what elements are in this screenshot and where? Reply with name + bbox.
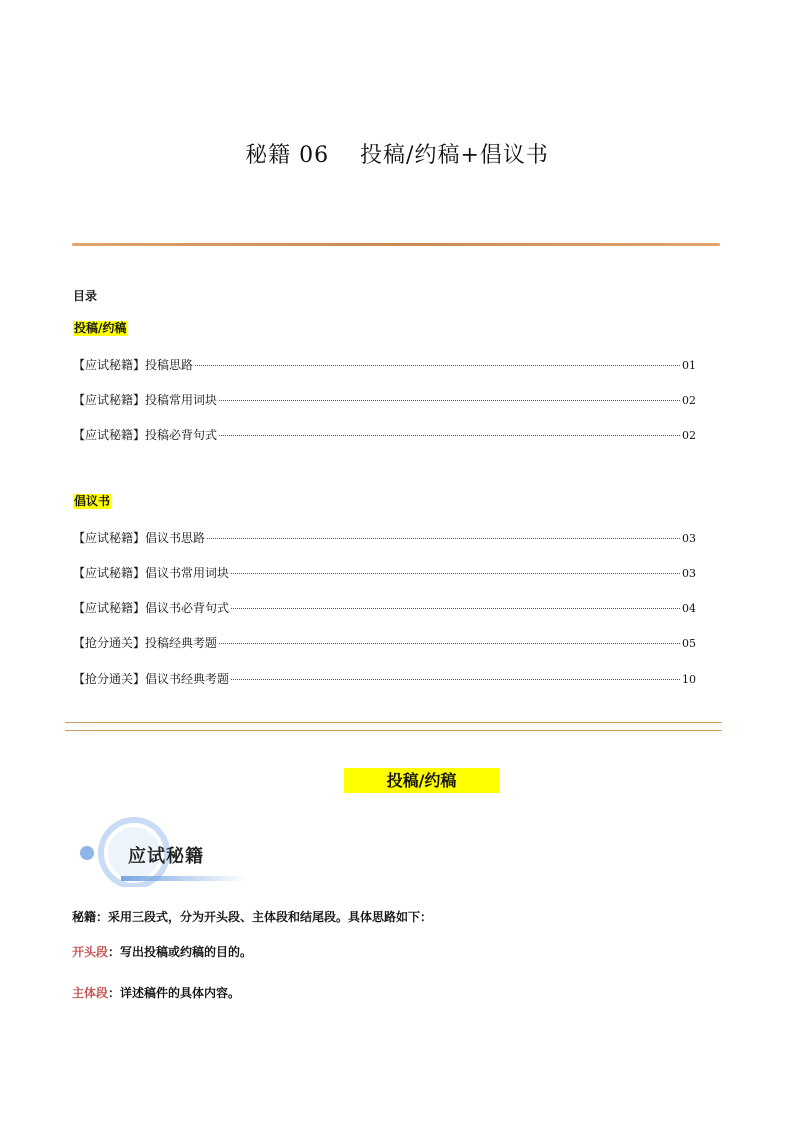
intro-text: 采用三段式，分为开头段、主体段和结尾段。具体思路如下： (108, 910, 433, 924)
toc-row-label: 【应试秘籍】倡议书常用词块 (73, 566, 230, 580)
toc-page-number: 10 (682, 673, 696, 686)
toc-row-label: 【应试秘籍】投稿思路 (73, 358, 194, 372)
toc-row-label: 【应试秘籍】倡议书必背句式 (73, 601, 230, 615)
toc-row[interactable] (73, 530, 696, 546)
toc-row[interactable] (73, 635, 696, 651)
toc-page-number: 04 (682, 602, 696, 615)
toc-section-1: 投稿/约稿 (74, 321, 127, 335)
toc-row[interactable] (73, 671, 696, 687)
toc-row-label: 【应试秘籍】倡议书思路 (73, 531, 206, 545)
toc-row-label: 【应试秘籍】投稿常用词块 (73, 393, 218, 407)
body-text: ：详述稿件的具体内容。 (108, 986, 241, 1000)
toc-row[interactable] (73, 565, 696, 581)
toc-leader (195, 365, 680, 366)
body-paragraph (72, 984, 240, 1001)
badge-label: 应试秘籍 (128, 846, 204, 867)
toc-row[interactable] (73, 600, 696, 616)
toc-leader (207, 538, 680, 539)
toc-row-label: 【抢分通关】倡议书经典考题 (73, 672, 230, 686)
page-title: 秘籍 06 投稿/约稿+倡议书 (245, 143, 549, 168)
toc-page-number: 01 (682, 359, 696, 372)
opening-text: ：写出投稿或约稿的目的。 (108, 945, 253, 959)
toc-leader (231, 679, 680, 680)
toc-row-label: 【抢分通关】投稿经典考题 (73, 636, 218, 650)
opening-paragraph (72, 943, 252, 960)
toc-leader (219, 400, 680, 401)
toc-heading: 目录 (73, 289, 98, 303)
toc-section-2: 倡议书 (74, 494, 111, 508)
toc-leader (231, 573, 680, 574)
toc-page-number: 03 (682, 532, 696, 545)
toc-page-number: 02 (682, 429, 696, 442)
toc-leader (219, 643, 680, 644)
toc-row[interactable] (73, 427, 696, 443)
opening-label: 开头段 (72, 945, 109, 959)
toc-leader (219, 435, 680, 436)
intro-label: 秘籍： (72, 910, 109, 924)
toc-row[interactable] (73, 357, 696, 373)
top-divider (72, 243, 720, 246)
toc-row-label: 【应试秘籍】投稿必背句式 (73, 428, 218, 442)
toc-row[interactable] (73, 392, 696, 408)
body-label: 主体段 (72, 986, 109, 1000)
toc-page-number: 05 (682, 637, 696, 650)
toc-leader (231, 608, 680, 609)
intro-paragraph (72, 908, 432, 925)
toc-page-number: 03 (682, 567, 696, 580)
section-banner: 投稿/约稿 (344, 768, 499, 793)
section-divider-line (65, 730, 722, 731)
section-divider-line (65, 722, 722, 723)
toc-page-number: 02 (682, 394, 696, 407)
